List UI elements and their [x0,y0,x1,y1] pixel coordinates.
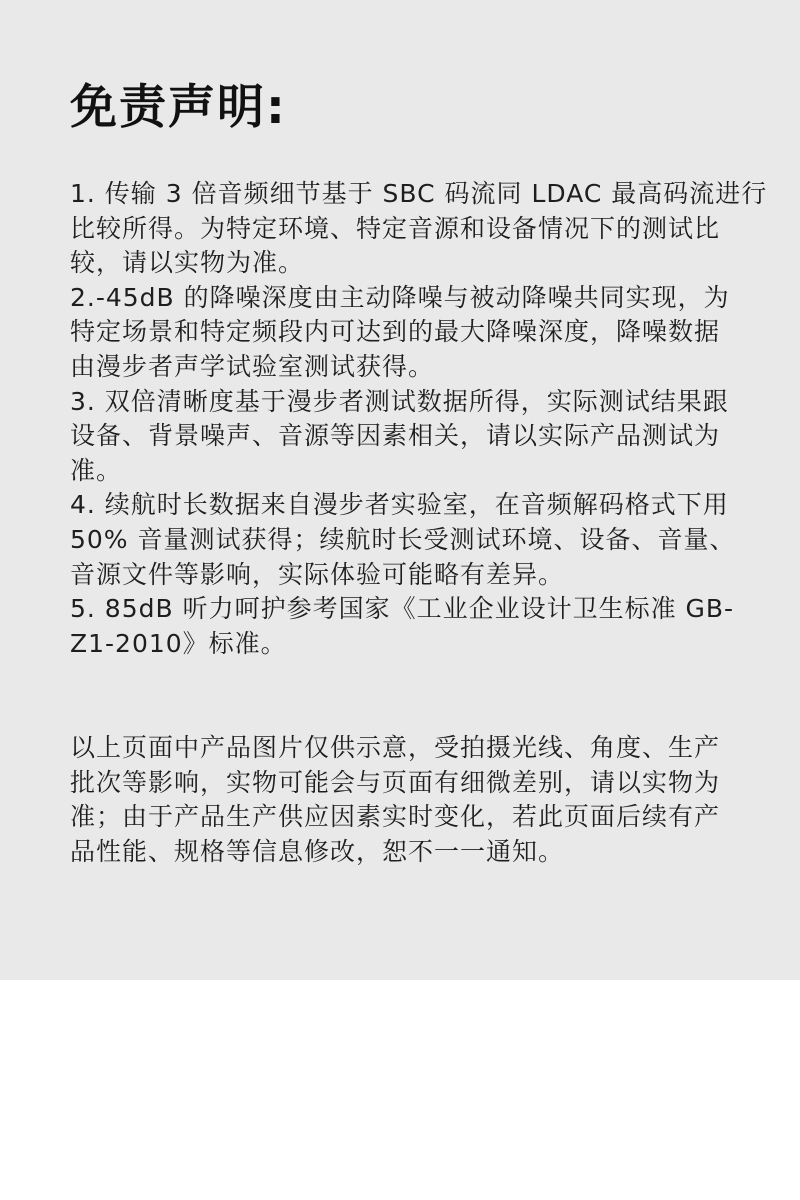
text-line: 2.-45dB 的降噪深度由主动降噪与被动降噪共同实现，为 [70,282,730,312]
text-line: 比较所得。为特定环境、特定音源和设备情况下的测试比 [70,213,721,243]
text-line: 音源文件等影响，实际体验可能略有差异。 [70,559,565,589]
text-line: Z1-2010》标准。 [70,628,287,658]
text-line: 批次等影响，实物可能会与页面有细微差别，请以实物为 [70,767,721,797]
product-notice [70,731,740,869]
text-line: 以上页面中产品图片仅供示意，受拍摄光线、角度、生产 [70,733,721,762]
text-line: 由漫步者声学试验室测试获得。 [70,351,435,381]
text-line: 特定场景和特定频段内可达到的最大降噪深度，降噪数据 [70,317,721,347]
text-line: 准；由于产品生产供应因素实时变化，若此页面后续有产 [70,802,721,832]
text-line: 3. 双倍清晰度基于漫步者测试数据所得，实际测试结果跟 [70,386,729,416]
text-line: 准。 [70,455,123,485]
blank-footer-area [0,980,800,1200]
page-title: 免责声明: [70,80,287,135]
text-line: 较，请以实物为准。 [70,248,305,278]
text-line: 品性能、规格等信息修改，恕不一一通知。 [70,836,565,866]
text-line: 5. 85dB 听力呵护参考国家《工业企业设计卫生标准 GB- [70,594,735,624]
text-line: 1. 传输 3 倍音频细节基于 SBC 码流同 LDAC 最高码流进行 [70,179,768,208]
text-line: 4. 续航时长数据来自漫步者实验室，在音频解码格式下用 [70,490,729,520]
text-line: 设备、背景噪声、音源等因素相关，请以实际产品测试为 [70,421,721,451]
disclaimer-list [70,177,768,661]
text-line: 50% 音量测试获得；续航时长受测试环境、设备、音量、 [70,524,736,554]
